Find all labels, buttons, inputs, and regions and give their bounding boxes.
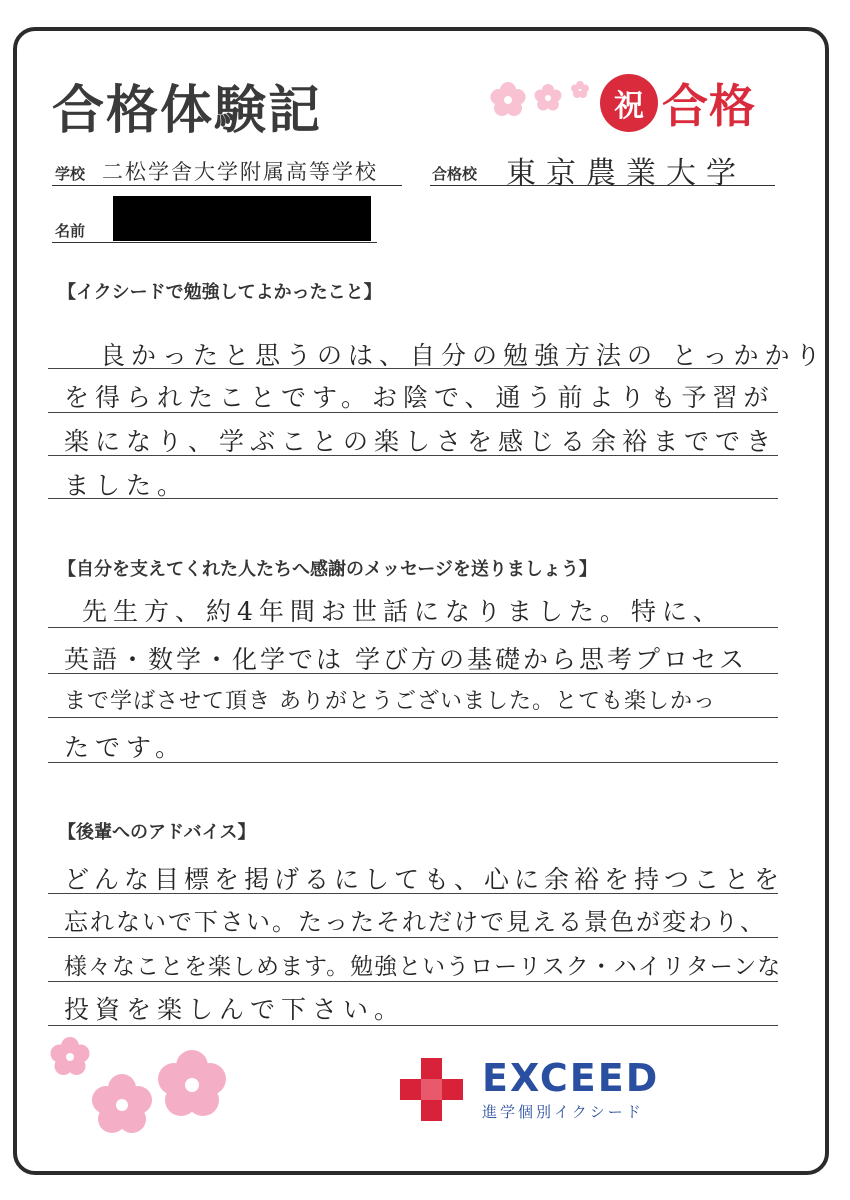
passed-school-value: 東京農業大学 <box>506 156 746 191</box>
cherry-blossom-icon <box>42 1035 242 1145</box>
exceed-logo <box>400 1055 660 1122</box>
text-line: 先生方、約4年間お世話になりました。特に、 <box>82 597 724 626</box>
exceed-wordmark: EXCEED <box>482 1055 660 1100</box>
page-title: 合格体験記 <box>52 81 323 141</box>
school-label: 学校 <box>55 165 86 183</box>
section-heading: 【自分を支えてくれた人たちへ感謝のメッセージを送りましょう】 <box>58 559 597 580</box>
text-line: 忘れないで下さい。たったそれだけで見える景色が変わり、 <box>64 908 766 936</box>
ruled-line <box>48 498 778 499</box>
text-line: 良かったと思うのは、自分の勉強方法の とっかかり <box>100 341 827 370</box>
passed-school-label: 合格校 <box>432 165 478 183</box>
name-redaction <box>113 196 371 241</box>
section-heading: 【後輩へのアドバイス】 <box>58 822 256 843</box>
name-underline <box>52 242 377 243</box>
ruled-line <box>48 981 778 982</box>
text-line: を得られたことです。お陰で、通う前よりも予習が <box>64 383 775 412</box>
text-line: ました。 <box>64 471 189 500</box>
school-underline <box>52 185 402 186</box>
text-line: 英語・数学・化学では 学び方の基礎から思考プロセス <box>64 645 747 674</box>
ruled-line <box>48 412 778 413</box>
ruled-line <box>48 893 778 894</box>
ruled-line <box>48 673 778 674</box>
passed-school-underline <box>430 185 775 186</box>
text-line: 様々なことを楽しめます。勉強というローリスク・ハイリターンな <box>64 954 782 980</box>
text-line: 投資を楽しんで下さい。 <box>64 995 406 1024</box>
congratulations-badge <box>600 70 756 136</box>
exceed-cross-icon <box>400 1058 464 1122</box>
goukaku-text: 合格 <box>662 79 756 133</box>
ruled-line <box>48 1025 778 1026</box>
ruled-line <box>48 627 778 628</box>
ruled-line <box>48 937 778 938</box>
text-line: どんな目標を掲げるにしても、心に余裕を持つことを <box>64 865 785 894</box>
section-heading: 【イクシードで勉強してよかったこと】 <box>58 282 382 303</box>
name-label: 名前 <box>55 222 86 240</box>
text-line: 楽になり、学ぶことの楽しさを感じる余裕まででき <box>64 427 778 456</box>
ruled-line <box>48 455 778 456</box>
ruled-line <box>48 717 778 718</box>
iwai-circle-icon: 祝 <box>600 74 658 132</box>
ruled-line <box>48 368 778 369</box>
cherry-blossom-icon <box>486 76 596 126</box>
exceed-subtitle: 進学個別イクシード <box>482 1102 644 1121</box>
text-line: たです。 <box>64 733 187 762</box>
text-line: まで学ばさせて頂き ありがとうございました。とても楽しかっ <box>64 689 716 714</box>
school-value: 二松学舎大学附属高等学校 <box>102 160 378 184</box>
ruled-line <box>48 762 778 763</box>
